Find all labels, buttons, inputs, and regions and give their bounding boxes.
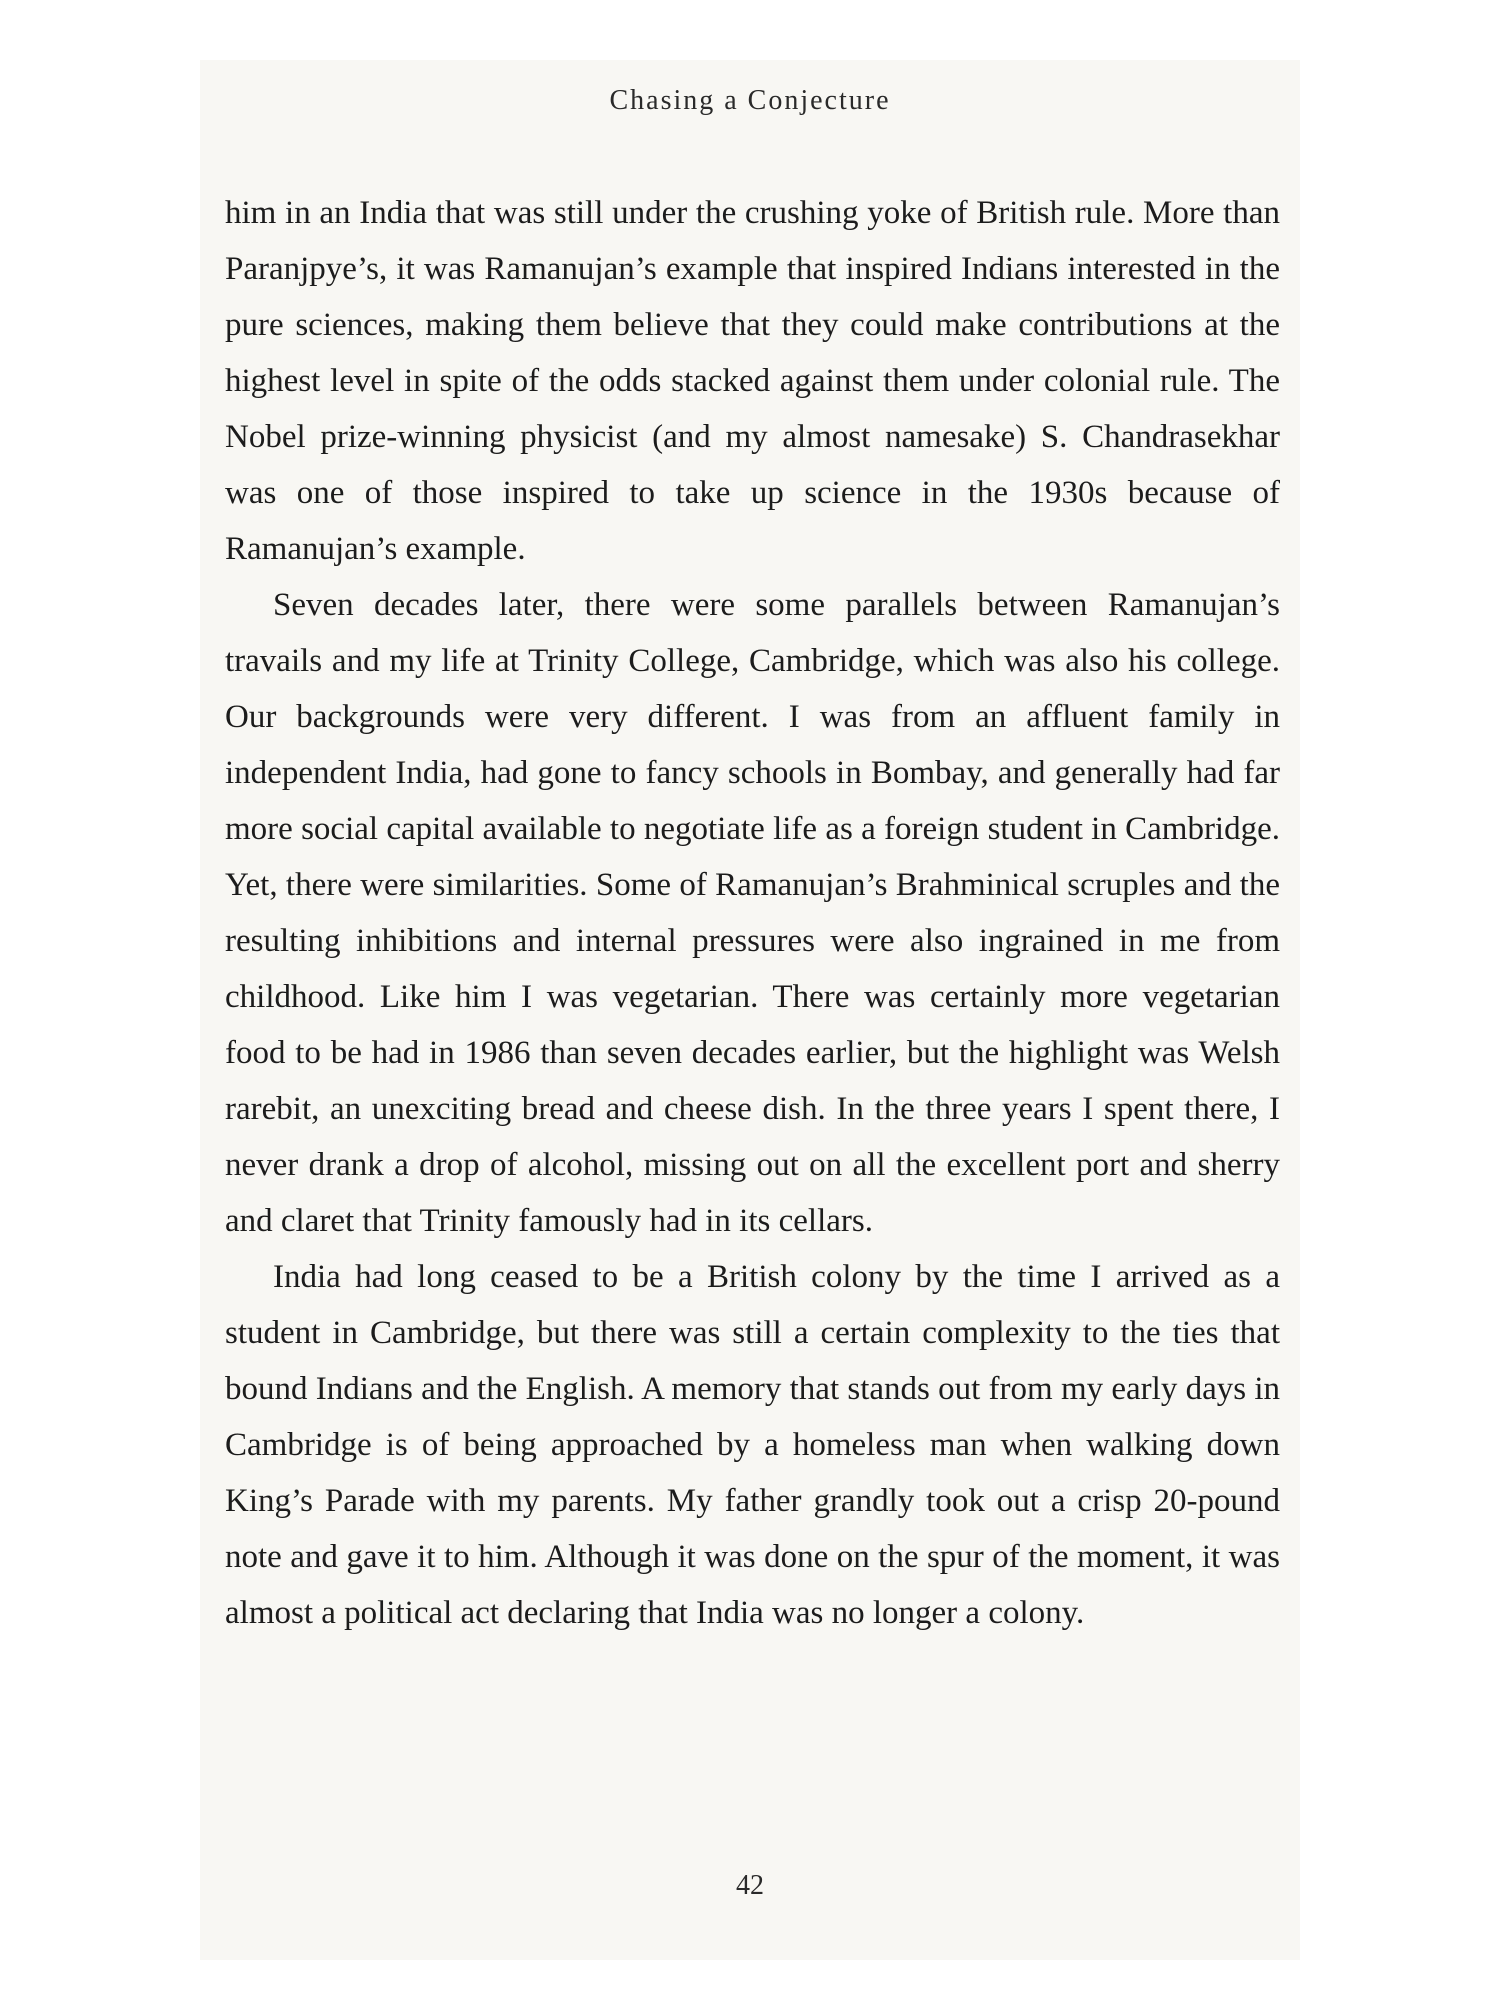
paragraph-2: Seven decades later, there were some parallels between Ramanujan’s travails and my life at Trinity College, Cambridge, which was also his college. Our backgrounds were very different. I was from an affluent family in independent India, had gone to fancy schools in Bombay, and generally had far more social capital available to negotiate life as a foreign student in Cambridge. Yet, there were similarities. Some of Ramanujan’s Brahminical scruples and the resulting inhibitions and internal pressures were also ingrained in me from childhood. Like him I was vegetarian. There was certainly more vegetarian food to be had in 1986 than seven decades earlier, but the highlight was Welsh rarebit, an unexciting bread and cheese dish. In the three years I spent there, I never drank a drop of alcohol, missing out on all the excellent port and sherry and claret that Trinity famously had in its cellars. [225, 587, 1280, 1239]
book-page [200, 60, 1300, 1960]
body-text [225, 185, 1280, 1641]
running-head: Chasing a Conjecture [609, 85, 891, 116]
page-number: 42 [736, 1870, 764, 1901]
paragraph-3: India had long ceased to be a British colony by the time I arrived as a student in Cambridge, but there was still a certain complexity to the ties that bound Indians and the English. A memory that stands out from my early days in Cambridge is of being approached by a homeless man when walking down King’s Parade with my parents. My father grandly took out a crisp 20-pound note and gave it to him. Although it was done on the spur of the moment, it was almost a political act declaring that India was no longer a colony. [225, 1259, 1280, 1631]
paragraph-1: him in an India that was still under the crushing yoke of British rule. More than Paranjpye’s, it was Ramanujan’s example that inspired Indians interested in the pure sciences, making them believe that they could make contributions at the highest level in spite of the odds stacked against them under colonial rule. The Nobel prize-winning physicist (and my almost namesake) S. Chandrasekhar was one of those inspired to take up science in the 1930s because of Ramanujan’s example. [225, 195, 1280, 567]
